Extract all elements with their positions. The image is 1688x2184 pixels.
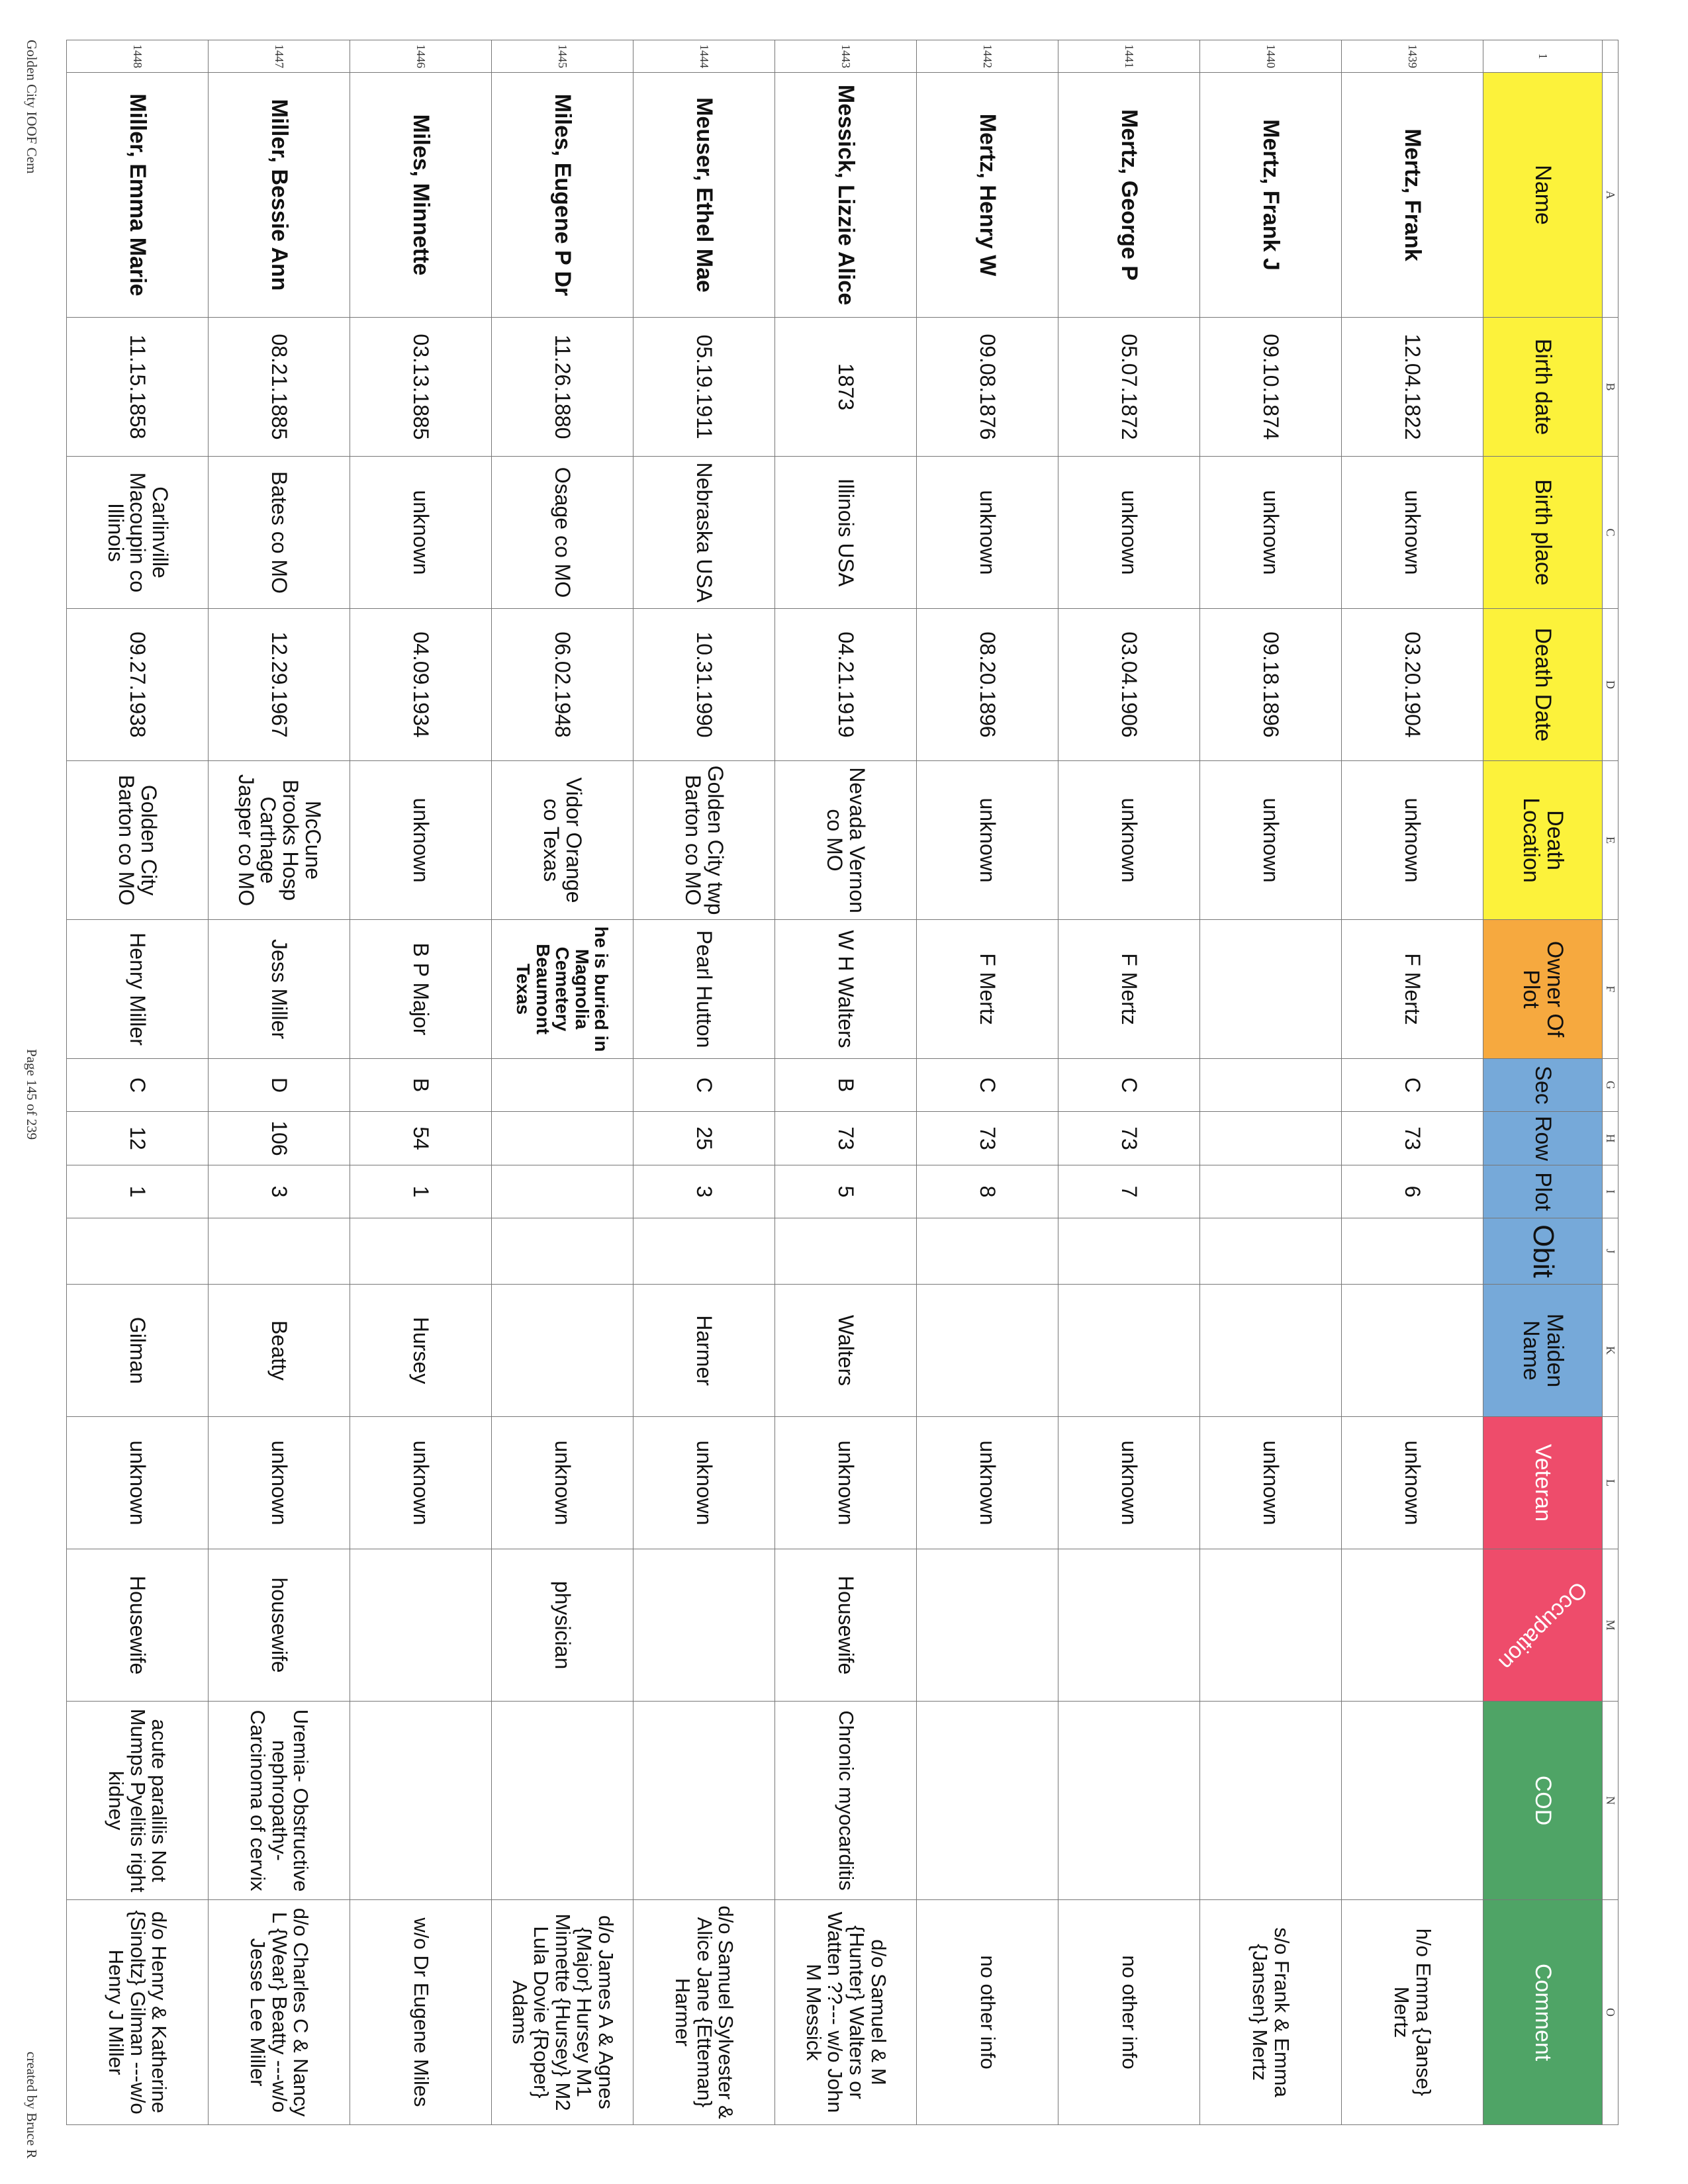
header-obit: Obit (1483, 1218, 1603, 1285)
birth-date-cell: 08.21.1885 (209, 318, 350, 457)
death-date-cell: 04.09.1934 (350, 609, 492, 761)
death-location-cell: unknown (350, 761, 492, 920)
row-cell (492, 1112, 633, 1165)
veteran-cell: unknown (67, 1417, 209, 1549)
row-cell (1200, 1112, 1342, 1165)
header-maiden-name: Maiden Name (1483, 1285, 1603, 1417)
col-letter: O (1603, 1900, 1618, 2125)
header-owner-of-plot: Owner Of Plot (1483, 920, 1603, 1059)
obit-cell (492, 1218, 633, 1285)
death-date-cell: 12.29.1967 (209, 609, 350, 761)
comment-cell: s/o Frank & Emma {Jansen} Mertz (1200, 1900, 1342, 2125)
header-birth-date: Birth date (1483, 318, 1603, 457)
birth-place-cell: unknown (1342, 457, 1483, 609)
maiden-name-cell (1058, 1285, 1200, 1417)
death-location-cell: McCune Brooks Hosp Carthage Jasper co MO (209, 761, 350, 920)
row-cell: 73 (775, 1112, 917, 1165)
col-letter: M (1603, 1549, 1618, 1702)
row-cell: 73 (1342, 1112, 1483, 1165)
death-date-cell: 09.18.1896 (1200, 609, 1342, 761)
obit-cell (775, 1218, 917, 1285)
death-location-cell: Golden City twp Barton co MO (633, 761, 775, 920)
sec-cell: D (209, 1059, 350, 1112)
maiden-name-cell: Hursey (350, 1285, 492, 1417)
birth-place-cell: Nebraska USA (633, 457, 775, 609)
col-letter: H (1603, 1112, 1618, 1165)
birth-date-cell: 03.13.1885 (350, 318, 492, 457)
sec-cell: C (67, 1059, 209, 1112)
header-sec: Sec (1483, 1059, 1603, 1112)
owner-cell: W H Walters (775, 920, 917, 1059)
death-date-cell: 10.31.1990 (633, 609, 775, 761)
owner-cell: Pearl Hutton (633, 920, 775, 1059)
owner-cell: F Mertz (1058, 920, 1200, 1059)
veteran-cell: unknown (209, 1417, 350, 1549)
header-veteran: Veteran (1483, 1417, 1603, 1549)
row-number: 1447 (209, 40, 350, 73)
table-row (350, 40, 492, 2125)
birth-place-cell: Bates co MO (209, 457, 350, 609)
occupation-cell: Housewife (775, 1549, 917, 1702)
col-letter: G (1603, 1059, 1618, 1112)
birth-date-cell: 09.10.1874 (1200, 318, 1342, 457)
comment-cell: d/o Samuel & M {Hunter} Walters or Watten ??--- w/o John M Messick (775, 1900, 917, 2125)
cod-cell (1058, 1702, 1200, 1900)
owner-cell: F Mertz (917, 920, 1058, 1059)
sec-cell (1200, 1059, 1342, 1112)
row-number: 1444 (633, 40, 775, 73)
cod-cell (492, 1702, 633, 1900)
veteran-cell: unknown (1058, 1417, 1200, 1549)
plot-cell: 3 (633, 1165, 775, 1218)
header-row: Row (1483, 1112, 1603, 1165)
maiden-name-cell (1342, 1285, 1483, 1417)
obit-cell (1200, 1218, 1342, 1285)
table-row (633, 40, 775, 2125)
birth-place-cell: Illinois USA (775, 457, 917, 609)
header-plot: Plot (1483, 1165, 1603, 1218)
row-number: 1446 (350, 40, 492, 73)
cemetery-table (66, 40, 1618, 2125)
footer-right: created by Bruce R (24, 2052, 40, 2159)
row-cell: 25 (633, 1112, 775, 1165)
obit-cell (67, 1218, 209, 1285)
row-number: 1445 (492, 40, 633, 73)
table-row (1342, 40, 1483, 2125)
death-location-cell: Golden City Barton co MO (67, 761, 209, 920)
veteran-cell: unknown (1342, 1417, 1483, 1549)
birth-date-cell: 1873 (775, 318, 917, 457)
col-letter: D (1603, 609, 1618, 761)
birth-place-cell: unknown (350, 457, 492, 609)
row-cell: 73 (1058, 1112, 1200, 1165)
row-number: 1442 (917, 40, 1058, 73)
comment-cell: d/o Charles C & Nancy L {Wear} Beatty ---w/o Jesse Lee Miller (209, 1900, 350, 2125)
name-cell: Mertz, George P (1058, 73, 1200, 318)
col-letter: A (1603, 73, 1618, 318)
name-cell: Mertz, Henry W (917, 73, 1058, 318)
name-cell: Miles, Eugene P Dr (492, 73, 633, 318)
footer-page-number: Page 145 of 239 (24, 1049, 40, 1140)
row-number: 1 (1483, 40, 1603, 73)
row-cell: 54 (350, 1112, 492, 1165)
obit-cell (917, 1218, 1058, 1285)
maiden-name-cell (1200, 1285, 1342, 1417)
header-comment: Comment (1483, 1900, 1603, 2125)
name-cell: Meuser, Ethel Mae (633, 73, 775, 318)
death-date-cell: 03.20.1904 (1342, 609, 1483, 761)
sec-cell: C (1058, 1059, 1200, 1112)
veteran-cell: unknown (1200, 1417, 1342, 1549)
comment-cell: d/o Samuel Sylvester & Alice Jane {Etteman} Harmer (633, 1900, 775, 2125)
obit-cell (209, 1218, 350, 1285)
death-location-cell: Vidor Orange co Texas (492, 761, 633, 920)
death-location-cell: unknown (1200, 761, 1342, 920)
death-date-cell: 03.04.1906 (1058, 609, 1200, 761)
name-cell: Messick, Lizzie Alice (775, 73, 917, 318)
veteran-cell: unknown (775, 1417, 917, 1549)
sec-cell: B (775, 1059, 917, 1112)
plot-cell: 1 (67, 1165, 209, 1218)
maiden-name-cell (492, 1285, 633, 1417)
row-number: 1439 (1342, 40, 1483, 73)
col-letter: F (1603, 920, 1618, 1059)
owner-cell: Jess Miller (209, 920, 350, 1059)
occupation-cell (350, 1549, 492, 1702)
death-location-cell: unknown (1058, 761, 1200, 920)
death-location-cell: unknown (1342, 761, 1483, 920)
sec-cell: C (633, 1059, 775, 1112)
owner-cell: he is buried in Magnolia Cemetery Beaumont Texas (492, 920, 633, 1059)
row-number: 1448 (67, 40, 209, 73)
header-birth-place: Birth place (1483, 457, 1603, 609)
table-row (775, 40, 917, 2125)
birth-date-cell: 05.07.1872 (1058, 318, 1200, 457)
death-date-cell: 06.02.1948 (492, 609, 633, 761)
owner-cell: Henry Miller (67, 920, 209, 1059)
occupation-cell (917, 1549, 1058, 1702)
comment-cell: h/o Emma {Janse} Mertz (1342, 1900, 1483, 2125)
name-cell: Miller, Bessie Ann (209, 73, 350, 318)
occupation-cell: Housewife (67, 1549, 209, 1702)
veteran-cell: unknown (350, 1417, 492, 1549)
cod-cell: Uremia- Obstructive nephropathy- Carcinoma of cervix (209, 1702, 350, 1900)
col-letter: I (1603, 1165, 1618, 1218)
maiden-name-cell (917, 1285, 1058, 1417)
name-cell: Mertz, Frank (1342, 73, 1483, 318)
owner-cell (1200, 920, 1342, 1059)
comment-cell: no other info (1058, 1900, 1200, 2125)
header-occupation-label: Occupation (1493, 1576, 1593, 1675)
occupation-cell (1342, 1549, 1483, 1702)
plot-cell: 1 (350, 1165, 492, 1218)
col-letter: B (1603, 318, 1618, 457)
table-row (1058, 40, 1200, 2125)
table-row (209, 40, 350, 2125)
birth-date-cell: 11.26.1880 (492, 318, 633, 457)
birth-date-cell: 05.19.1911 (633, 318, 775, 457)
birth-place-cell: unknown (917, 457, 1058, 609)
comment-cell: w/o Dr Eugene Miles (350, 1900, 492, 2125)
table-row (492, 40, 633, 2125)
obit-cell (1058, 1218, 1200, 1285)
owner-cell: F Mertz (1342, 920, 1483, 1059)
birth-date-cell: 11.15.1858 (67, 318, 209, 457)
header-death-location: Death Location (1483, 761, 1603, 920)
row-cell: 12 (67, 1112, 209, 1165)
veteran-cell: unknown (492, 1417, 633, 1549)
row-cell: 73 (917, 1112, 1058, 1165)
occupation-cell: housewife (209, 1549, 350, 1702)
maiden-name-cell: Harmer (633, 1285, 775, 1417)
sec-cell: C (1342, 1059, 1483, 1112)
obit-cell (1342, 1218, 1483, 1285)
col-letter: K (1603, 1285, 1618, 1417)
header-cod: COD (1483, 1702, 1603, 1900)
cod-cell (633, 1702, 775, 1900)
sec-cell: C (917, 1059, 1058, 1112)
name-cell: Miller, Emma Marie (67, 73, 209, 318)
plot-cell (492, 1165, 633, 1218)
cod-cell: acute paralilis Not Mumps Pyelitis right kidney (67, 1702, 209, 1900)
plot-cell (1200, 1165, 1342, 1218)
birth-date-cell: 12.04.1822 (1342, 318, 1483, 457)
sec-cell: B (350, 1059, 492, 1112)
plot-cell: 8 (917, 1165, 1058, 1218)
maiden-name-cell: Gilman (67, 1285, 209, 1417)
footer-left: Golden City IOOF Cem (24, 40, 40, 174)
row-number: 1443 (775, 40, 917, 73)
comment-cell: d/o Henry & Katherine {Sinoltz} Gilman ---w/o Henry J Miller (67, 1900, 209, 2125)
col-letter: C (1603, 457, 1618, 609)
sec-cell (492, 1059, 633, 1112)
owner-cell: B P Major (350, 920, 492, 1059)
plot-cell: 7 (1058, 1165, 1200, 1218)
cod-cell (1342, 1702, 1483, 1900)
cod-cell: Chronic myocarditis (775, 1702, 917, 1900)
obit-cell (350, 1218, 492, 1285)
death-location-cell: unknown (917, 761, 1058, 920)
death-location-cell: Nevada Vernon co MO (775, 761, 917, 920)
table-row (67, 40, 209, 2125)
row-number: 1440 (1200, 40, 1342, 73)
birth-place-cell: Carlinville Macoupin co Illinois (67, 457, 209, 609)
col-letter: J (1603, 1218, 1618, 1285)
veteran-cell: unknown (917, 1417, 1058, 1549)
name-cell: Mertz, Frank J (1200, 73, 1342, 318)
maiden-name-cell: Walters (775, 1285, 917, 1417)
occupation-cell (1200, 1549, 1342, 1702)
header-occupation (1483, 1549, 1603, 1702)
row-number: 1441 (1058, 40, 1200, 73)
column-letter-row (1603, 40, 1618, 2125)
plot-cell: 3 (209, 1165, 350, 1218)
maiden-name-cell: Beatty (209, 1285, 350, 1417)
birth-place-cell: unknown (1200, 457, 1342, 609)
occupation-cell: physician (492, 1549, 633, 1702)
plot-cell: 6 (1342, 1165, 1483, 1218)
header-death-date: Death Date (1483, 609, 1603, 761)
col-letter: N (1603, 1702, 1618, 1900)
corner-cell (1603, 40, 1618, 73)
table-row (917, 40, 1058, 2125)
row-cell: 106 (209, 1112, 350, 1165)
occupation-cell (1058, 1549, 1200, 1702)
name-cell: Miles, Minnette (350, 73, 492, 318)
death-date-cell: 08.20.1896 (917, 609, 1058, 761)
veteran-cell: unknown (633, 1417, 775, 1549)
comment-cell: no other info (917, 1900, 1058, 2125)
table-row (1200, 40, 1342, 2125)
col-letter: L (1603, 1417, 1618, 1549)
birth-place-cell: unknown (1058, 457, 1200, 609)
header-row (1483, 40, 1603, 2125)
comment-cell: d/o James A & Agnes {Major} Hursey M1 Minnette {Hursey} M2 Lula Dovie {Roper} Adams (492, 1900, 633, 2125)
col-letter: E (1603, 761, 1618, 920)
header-name: Name (1483, 73, 1603, 318)
birth-place-cell: Osage co MO (492, 457, 633, 609)
cod-cell (1200, 1702, 1342, 1900)
birth-date-cell: 09.08.1876 (917, 318, 1058, 457)
obit-cell (633, 1218, 775, 1285)
death-date-cell: 09.27.1938 (67, 609, 209, 761)
occupation-cell (633, 1549, 775, 1702)
cod-cell (350, 1702, 492, 1900)
plot-cell: 5 (775, 1165, 917, 1218)
cod-cell (917, 1702, 1058, 1900)
death-date-cell: 04.21.1919 (775, 609, 917, 761)
